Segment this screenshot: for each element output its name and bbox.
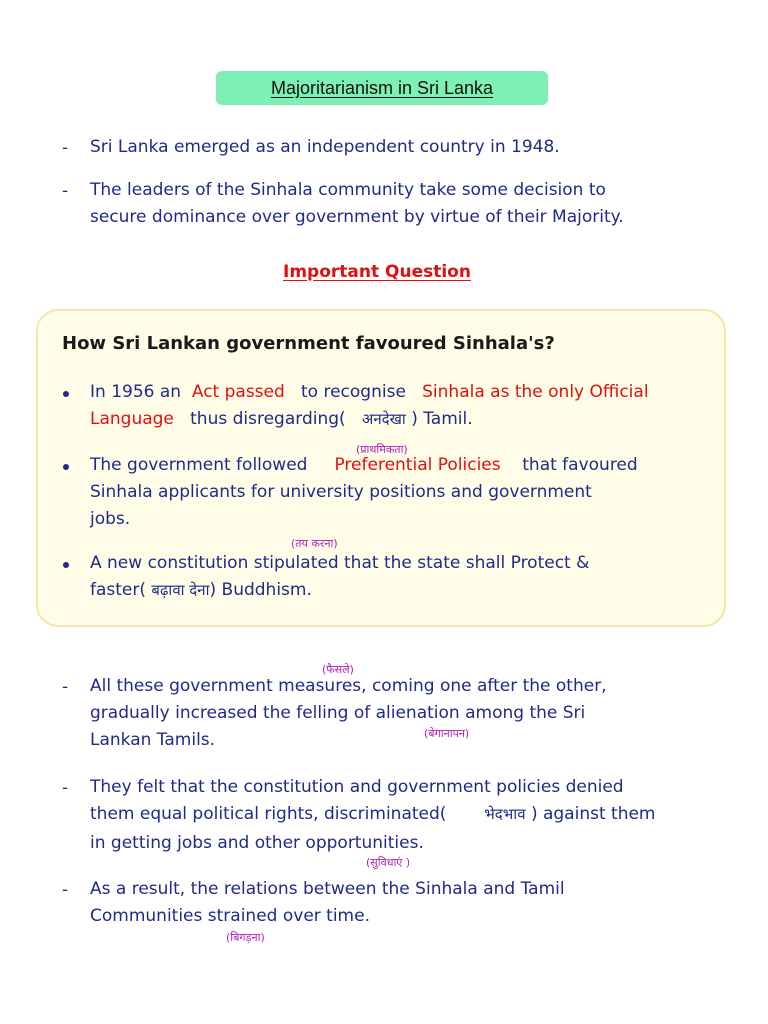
page-title: Majoritarianism in Sri Lanka: [270, 77, 494, 98]
bullet-2-line-1: The government followed Preferential Policies that favoured: [90, 455, 638, 475]
important-question-heading: Important Question: [283, 262, 471, 282]
title-box: [216, 71, 548, 105]
bullet-1-line-1: In 1956 an Act passed to recognise Sinhala as the only Official: [90, 382, 649, 402]
note-priority: (प्राथमिकता): [356, 443, 408, 456]
bullet-3-line-1: A new constitution stipulated that the state shall Protect &: [90, 553, 590, 573]
bullet-2-line-2: Sinhala applicants for university positions and government: [90, 482, 592, 502]
intro-line-1: Sri Lanka emerged as an independent country in 1948.: [90, 137, 560, 157]
bullet-3-line-2: faster( बढ़ावा देना) Buddhism.: [90, 580, 312, 600]
bullet-2-line-3: jobs.: [90, 509, 131, 529]
note-decisions: (फैसले): [322, 663, 354, 676]
question-heading: How Sri Lankan government favoured Sinhala's?: [62, 333, 555, 354]
dash-marker: -: [62, 181, 69, 201]
para3-line-1: All these government measures, coming one after the other,: [90, 676, 607, 696]
para5-line-1: As a result, the relations between the Sinhala and Tamil: [90, 879, 565, 899]
para3-line-2: gradually increased the felling of alienation among the Sri: [90, 703, 586, 723]
dash-marker: -: [62, 778, 69, 798]
para4-line-1: They felt that the constitution and government policies denied: [90, 777, 624, 797]
dash-marker: -: [62, 677, 69, 697]
dash-marker: -: [62, 880, 69, 900]
bullet-dot: [63, 391, 69, 397]
para3-line-3: Lankan Tamils.: [90, 730, 216, 750]
bullet-dot: [63, 464, 69, 470]
note-decide: (तय करना): [291, 537, 338, 550]
intro-line-3: secure dominance over government by virtue of their Majority.: [90, 207, 624, 227]
para4-line-3: in getting jobs and other opportunities.: [90, 833, 424, 853]
note-facilities: (सुविधाएं ): [366, 856, 411, 869]
note-alienation: (बेगानापन): [424, 727, 470, 740]
intro-line-2: The leaders of the Sinhala community take some decision to: [90, 180, 606, 200]
para4-line-2: them equal political rights, discriminated( भेदभाव ) against them: [90, 804, 656, 824]
para5-line-2: Communities strained over time.: [90, 906, 370, 926]
bullet-1-line-2: Language thus disregarding( अनदेखा ) Tamil.: [90, 409, 473, 429]
bullet-dot: [63, 562, 69, 568]
dash-marker: -: [62, 138, 69, 158]
note-worsen: (बिगड़ना): [226, 931, 265, 944]
